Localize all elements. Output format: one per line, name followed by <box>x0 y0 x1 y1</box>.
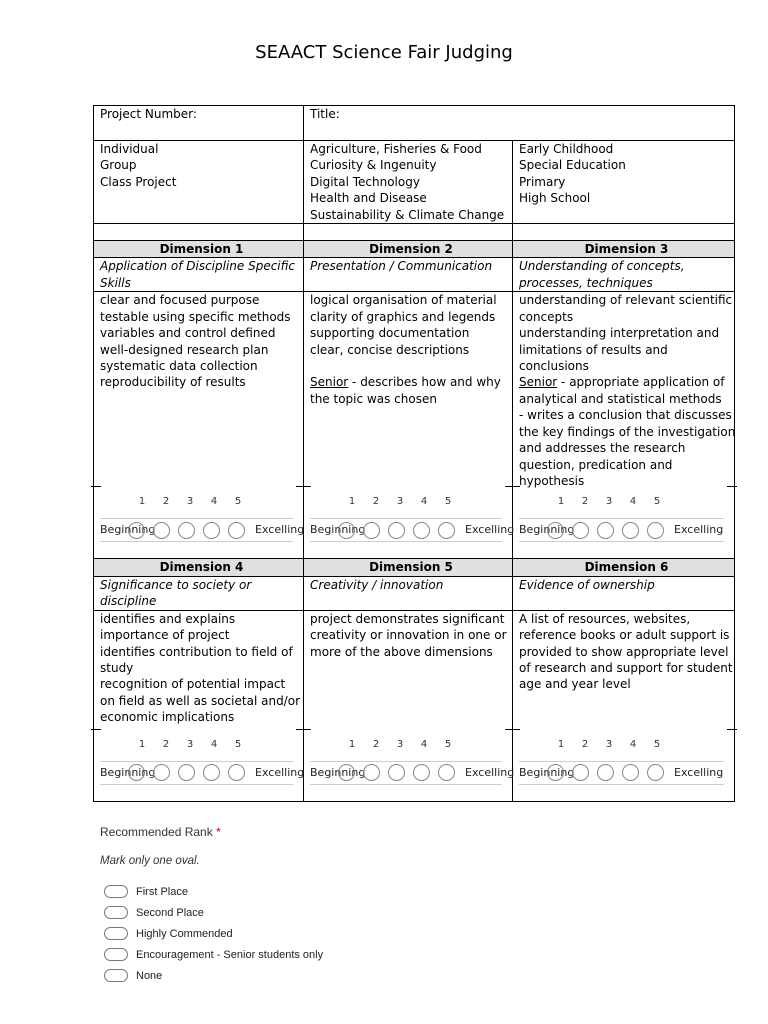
field-category-item: Sustainability & Climate Change <box>310 207 505 222</box>
senior-label: Senior <box>310 375 349 390</box>
rating-radio-2[interactable] <box>363 764 380 781</box>
dimension-2-subtitle: Presentation / Communication <box>304 258 513 292</box>
field-category-item: Health and Disease <box>310 191 427 206</box>
rating-radio-2[interactable] <box>153 522 170 539</box>
dimension-4-heading: Dimension 4 <box>94 559 304 576</box>
criterion: Senior - appropriate application of <box>519 375 725 390</box>
rating-radio-4[interactable] <box>203 522 220 539</box>
rank-options <box>100 881 323 986</box>
rating-options <box>519 761 724 785</box>
criterion: of research and support for student <box>519 661 733 676</box>
scale-high-label: Excelling <box>465 523 515 537</box>
scale-low-label: Beginning <box>310 523 366 537</box>
dimension-2-heading: Dimension 2 <box>304 241 513 258</box>
rank-question-label: Recommended Rank * <box>100 825 221 839</box>
entry-type-item: Class Project <box>100 174 177 189</box>
oval-radio[interactable] <box>104 927 128 940</box>
spacer-row <box>94 224 735 241</box>
dimension-1-subtitle: Application of Discipline Specific Skills <box>94 258 304 292</box>
rating-scale <box>94 486 303 558</box>
field-category-item: Digital Technology <box>310 174 420 189</box>
oval-radio[interactable] <box>104 948 128 961</box>
rating-options <box>310 518 515 542</box>
dimension-1-criteria <box>94 292 304 559</box>
rating-radio-3[interactable] <box>597 764 614 781</box>
criterion: supporting documentation <box>310 326 470 341</box>
level-category-item: Early Childhood <box>519 142 614 156</box>
dimension-4-criteria <box>94 610 304 801</box>
oval-radio[interactable] <box>104 906 128 919</box>
project-number-label: Project Number: <box>100 107 197 121</box>
rating-options <box>100 761 305 785</box>
criterion: the topic was chosen <box>310 391 437 406</box>
criterion <box>310 358 512 374</box>
rating-radio-4[interactable] <box>622 764 639 781</box>
required-mark: * <box>216 825 221 839</box>
rating-radio-1[interactable] <box>338 522 355 539</box>
dimension-5-heading: Dimension 5 <box>304 559 513 576</box>
scale-numbers: 1 2 3 4 5 <box>557 496 661 508</box>
rating-radio-5[interactable] <box>438 764 455 781</box>
rank-option-first-place[interactable]: First Place <box>100 881 323 902</box>
rating-scale <box>94 729 303 801</box>
rating-radio-3[interactable] <box>178 764 195 781</box>
criterion: logical organisation of material <box>310 293 497 308</box>
rating-radio-4[interactable] <box>413 522 430 539</box>
criterion: A list of resources, websites, <box>519 611 691 626</box>
entry-type-item: Individual <box>100 142 159 156</box>
criterion: conclusions <box>519 359 589 374</box>
page-title: SEAACT Science Fair Judging <box>255 42 513 63</box>
rating-radio-5[interactable] <box>228 522 245 539</box>
criterion: clear and focused purpose <box>100 293 260 308</box>
judging-table <box>93 105 735 802</box>
rating-radio-2[interactable] <box>572 764 589 781</box>
rating-radio-4[interactable] <box>203 764 220 781</box>
dimension-5-criteria <box>304 610 513 801</box>
project-number-cell <box>94 106 304 141</box>
scale-numbers: 1 2 3 4 5 <box>348 496 452 508</box>
dimension-3-subtitle: Understanding of concepts, processes, techniques <box>513 258 735 292</box>
criterion: limitations of results and <box>519 342 668 357</box>
dimension-criteria-row <box>94 292 735 559</box>
dimension-2-criteria <box>304 292 513 559</box>
scale-low-label: Beginning <box>519 765 575 779</box>
criterion: understanding of relevant scientific <box>519 293 733 308</box>
dimension-6-subtitle: Evidence of ownership <box>513 576 735 610</box>
criterion: concepts <box>519 309 574 324</box>
oval-radio[interactable] <box>104 885 128 898</box>
criterion: provided to show appropriate level <box>519 644 729 659</box>
rating-radio-1[interactable] <box>547 522 564 539</box>
rank-option-encouragement[interactable]: Encouragement - Senior students only <box>100 944 323 965</box>
header-row <box>94 106 735 141</box>
dimension-heading-row <box>94 241 735 258</box>
criterion: recognition of potential impact <box>100 677 286 692</box>
level-category-cell <box>513 141 735 224</box>
scale-high-label: Excelling <box>465 765 515 779</box>
rank-option-highly-commended[interactable]: Highly Commended <box>100 923 323 944</box>
rating-radio-5[interactable] <box>647 522 664 539</box>
rating-options <box>100 518 305 542</box>
rating-radio-2[interactable] <box>572 522 589 539</box>
level-category-item: High School <box>519 191 591 206</box>
scale-high-label: Excelling <box>255 765 305 779</box>
scale-high-label: Excelling <box>674 523 724 537</box>
criterion: more of the above dimensions <box>310 644 493 659</box>
dimension-criteria-row <box>94 610 735 801</box>
scale-low-label: Beginning <box>519 523 575 537</box>
rating-scale <box>513 486 734 558</box>
scale-numbers: 1 2 3 4 5 <box>348 738 452 750</box>
category-row <box>94 141 735 224</box>
senior-label: Senior <box>519 375 558 390</box>
oval-radio[interactable] <box>104 969 128 982</box>
rating-radio-4[interactable] <box>413 764 430 781</box>
rating-radio-3[interactable] <box>388 764 405 781</box>
rating-radio-1[interactable] <box>128 522 145 539</box>
rating-scale <box>304 486 515 558</box>
title-cell <box>304 106 735 141</box>
rating-options <box>310 761 515 785</box>
dimension-5-subtitle: Creativity / innovation <box>304 576 513 610</box>
dimension-heading-row <box>94 559 735 576</box>
rating-radio-2[interactable] <box>363 522 380 539</box>
criterion: clear, concise descriptions <box>310 342 470 357</box>
dimension-6-heading: Dimension 6 <box>513 559 735 576</box>
criterion: creativity or innovation in one or <box>310 628 507 643</box>
rating-radio-5[interactable] <box>438 522 455 539</box>
rank-hint: Mark only one oval. <box>100 855 200 867</box>
rating-radio-4[interactable] <box>622 522 639 539</box>
criterion: and addresses the research <box>519 441 686 456</box>
level-category-item: Primary <box>519 174 566 189</box>
scale-numbers: 1 2 3 4 5 <box>138 738 242 750</box>
criterion: study <box>100 661 134 676</box>
scale-low-label: Beginning <box>100 523 156 537</box>
criterion: on field as well as societal and/or <box>100 693 300 708</box>
criterion: question, predication and <box>519 457 673 472</box>
entry-type-cell <box>94 141 304 224</box>
rating-radio-2[interactable] <box>153 764 170 781</box>
criterion: reference books or adult support is <box>519 628 730 643</box>
rating-radio-5[interactable] <box>228 764 245 781</box>
criterion: identifies contribution to field of <box>100 644 293 659</box>
criterion: the key findings of the investigation <box>519 424 736 439</box>
field-category-item: Agriculture, Fisheries & Food <box>310 142 482 156</box>
criterion: - writes a conclusion that discusses <box>519 408 732 423</box>
rating-radio-3[interactable] <box>597 522 614 539</box>
criterion: variables and control defined <box>100 326 276 341</box>
dimension-subtitle-row <box>94 258 735 292</box>
criterion: project demonstrates significant <box>310 611 505 626</box>
rating-options <box>519 518 724 542</box>
criterion: testable using specific methods <box>100 309 291 324</box>
criterion: identifies and explains <box>100 611 236 626</box>
dimension-1-heading: Dimension 1 <box>94 241 304 258</box>
rating-radio-5[interactable] <box>647 764 664 781</box>
criterion: hypothesis <box>519 473 585 488</box>
scale-numbers: 1 2 3 4 5 <box>138 496 242 508</box>
rating-radio-3[interactable] <box>178 522 195 539</box>
rating-scale <box>513 729 734 801</box>
criterion: analytical and statistical methods <box>519 391 722 406</box>
rating-scale <box>304 729 515 801</box>
dimension-4-subtitle: Significance to society or discipline <box>94 576 304 610</box>
criterion: importance of project <box>100 628 230 643</box>
dimension-subtitle-row <box>94 576 735 610</box>
rank-option-second-place[interactable]: Second Place <box>100 902 323 923</box>
field-category-cell <box>304 141 513 224</box>
criterion: age and year level <box>519 677 631 692</box>
dimension-3-heading: Dimension 3 <box>513 241 735 258</box>
criterion: well-designed research plan <box>100 342 269 357</box>
criterion: reproducibility of results <box>100 375 246 390</box>
level-category-item: Special Education <box>519 158 626 173</box>
rank-option-none[interactable]: None <box>100 965 323 986</box>
entry-type-item: Group <box>100 158 137 173</box>
field-category-item: Curiosity & Ingenuity <box>310 158 437 173</box>
criterion: clarity of graphics and legends <box>310 309 496 324</box>
criterion: Senior - describes how and why <box>310 375 501 390</box>
rating-radio-3[interactable] <box>388 522 405 539</box>
scale-high-label: Excelling <box>255 523 305 537</box>
scale-high-label: Excelling <box>674 765 724 779</box>
recommended-rank-section <box>100 825 323 986</box>
criterion: economic implications <box>100 710 235 725</box>
dimension-3-criteria <box>513 292 735 559</box>
scale-low-label: Beginning <box>100 765 156 779</box>
dimension-6-criteria <box>513 610 735 801</box>
criterion: systematic data collection <box>100 359 258 374</box>
scale-low-label: Beginning <box>310 765 366 779</box>
criterion: understanding interpretation and <box>519 326 720 341</box>
scale-numbers: 1 2 3 4 5 <box>557 738 661 750</box>
title-label: Title: <box>310 107 340 121</box>
